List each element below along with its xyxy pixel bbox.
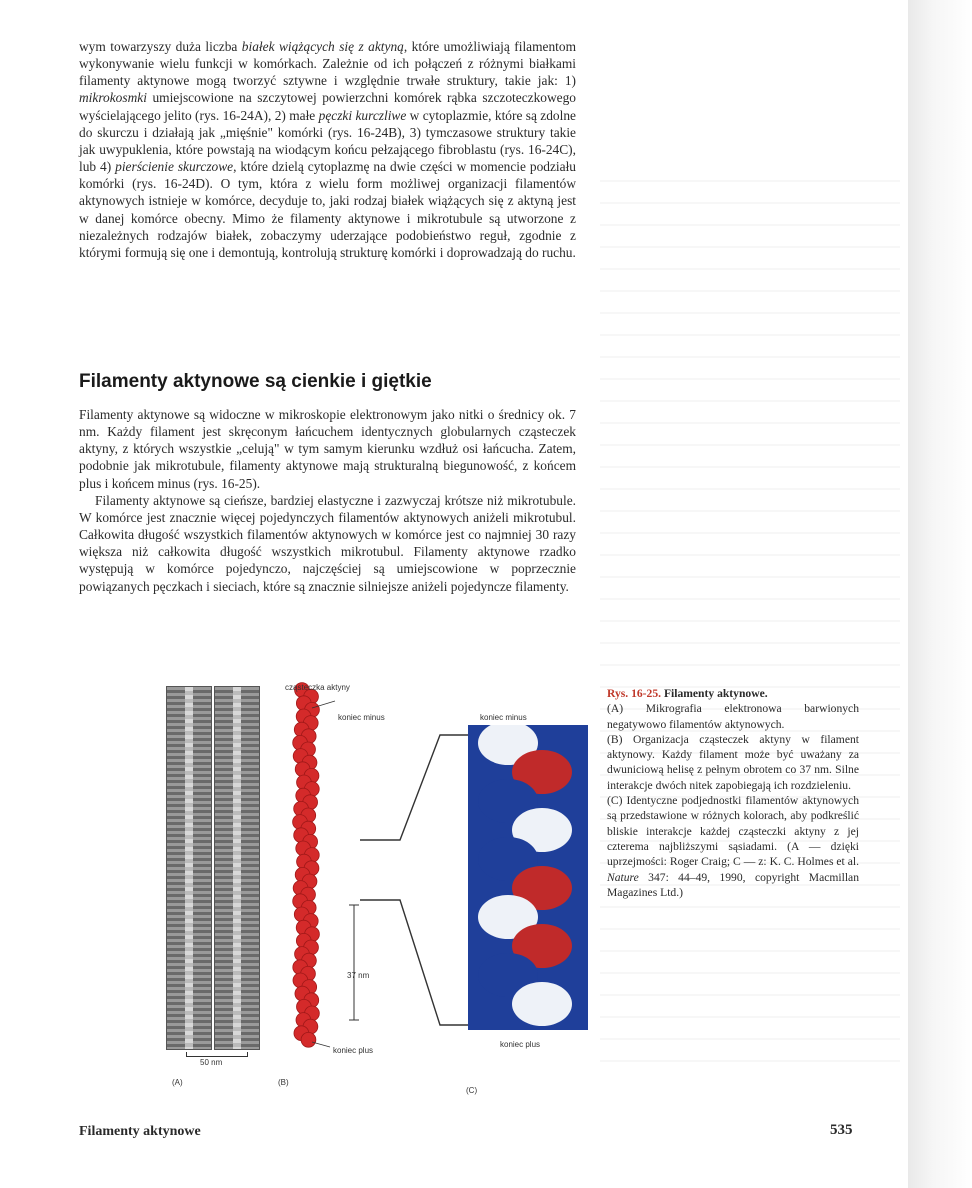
- intro-paragraph: wym towarzyszy duża liczba białek wiążących się z aktyną, które umożliwiają filamentom wykonywanie wielu funkcji w komórkach. Zależnie od ich połączeń z różnymi białkami filamenty aktynowe mogą tworzyć sztywne i względnie trwałe struktury, takie jak: 1) mikrokosmki umiejscowione na szczytowej powierzchni komórek rąbka szczoteczkowego wyścielającego jelito (rys. 16-24A), 2) małe pęczki kurczliwe w cytoplazmie, które są zdolne do skurczu i działają jak „mięśnie" komórki (rys. 16-24B), 3) tymczasowe struktury takie jak uwypuklenia, które powstają na wiodącym końcu pełzającego fibroblastu (rys. 16-24C), lub 4) pierścienie skurczowe, które dzielą cytoplazmę na dwie części w momencie podziału komórki (rys. 16-24D). O tym, która z wielu form możliwej organizacji filamentów aktynowych istnieje w komórce, decyduje to, jaki rodzaj białek wiążących się z aktyną jest w danej komórce obecny. Mimo że filamenty aktynowe i mikrotubule są utworzone z niezależnych rodzajów białek, zobaczymy uderzające podobieństwo reguł, zgodnie z którymi formują się one i demontują, kontrolują strukturę komórki i doprowadzają do ruchu.: [79, 39, 576, 260]
- repeat-length-label: 37 nm: [347, 971, 370, 980]
- body-paragraph-2: Filamenty aktynowe są cieńsze, bardziej elastyczne i zazwyczaj krótsze niż mikrotubule. W komórce jest znacznie więcej pojedynczych filamentów aktynowych aniżeli mikrotubul. Całkowita długość wszystkich filamentów aktynowych w komórce jest co najmniej 30 razy większa niż całkowita długość wszystkich mikrotubul. Filamenty aktynowe rzadko występują w komórce pojedynczo, najczęściej są umiejscowione w poprzecznie powiązanych pęczkach i sieciach, które są znacznie silniejsze aniżeli pojedyncze filamenty.: [79, 492, 576, 594]
- scale-bar-label: 50 nm: [200, 1058, 223, 1067]
- section-body: [79, 406, 576, 595]
- scale-bar: [186, 1052, 248, 1057]
- caption-part-b: (B) Organizacja cząsteczek aktyny w filament aktynowy. Każdy filament może być uważany za dwuniciową helisę z pełnym obrotem co 37 nm. Silne interakcje dwóch nitek zapobiegają ich rozdzieleniu.: [607, 732, 859, 792]
- actin-bead-chain: [293, 683, 320, 1048]
- plus-end-pointer-b: [312, 1042, 330, 1047]
- caption-title: Filamenty aktynowe.: [663, 687, 768, 700]
- figure-caption: [607, 686, 859, 900]
- section-heading: Filamenty aktynowe są cienkie i giętkie: [79, 371, 432, 392]
- page-gutter-shadow: [908, 0, 972, 1188]
- caption-figure-number: Rys. 16-25.: [607, 687, 662, 700]
- micrograph-strip-left: [166, 686, 212, 1050]
- minus-end-label-b: koniec minus: [338, 713, 385, 722]
- actin-subunit: [512, 982, 572, 1026]
- page-number: 535: [830, 1122, 853, 1138]
- caption-journal: Nature: [607, 870, 639, 884]
- bleed-through-text: [600, 180, 900, 1080]
- figure-a-micrograph: [166, 686, 260, 1068]
- intro-text-block: [79, 38, 576, 261]
- figure-label-c: (C): [466, 1086, 478, 1095]
- caption-citation: 347: 44–49, 1990, copyright Macmillan Magazines Ltd.): [607, 870, 859, 899]
- connector-top: [360, 735, 478, 840]
- connector-bottom: [360, 900, 478, 1025]
- minus-end-label-c: koniec minus: [480, 713, 527, 722]
- figure-label-b: (B): [278, 1078, 289, 1087]
- figure-label-a: (A): [172, 1078, 183, 1087]
- plus-end-label-c: koniec plus: [500, 1040, 541, 1049]
- figure-c-space-filling-model: [468, 725, 588, 1030]
- actin-bead: [301, 1032, 316, 1047]
- micrograph-strip-right: [214, 686, 260, 1050]
- body-paragraph-1: Filamenty aktynowe są widoczne w mikroskopie elektronowym jako nitki o średnicy ok. 7 nm. Każdy filament jest skręconym łańcuchem identycznych globularnych cząsteczek aktyny, z których wszystkie „celują" w tym samym kierunku wzdłuż osi łańcucha. Zatem, podobnie jak mikrotubule, filamenty aktynowe mają strukturalną biegunowość, z końcem plus i końcem minus (rys. 16-25).: [79, 407, 576, 491]
- plus-end-label-b: koniec plus: [333, 1046, 374, 1055]
- molecule-label: cząsteczka aktyny: [285, 683, 350, 692]
- running-footer-title: Filamenty aktynowe: [79, 1124, 201, 1139]
- caption-part-c: (C) Identyczne podjednostki filamentów aktynowych są przedstawione w różnych kolorach, aby podkreślić bliskie interakcje każdej cząsteczki aktyny z jej czterema najbliższymi sąsiadami. (A — dzięki uprzejmości: Roger Craig; C — z: K. C. Holmes et al.: [607, 794, 859, 869]
- caption-part-a: (A) Mikrografia elektronowa barwionych negatywowo filamentów aktynowych.: [607, 702, 859, 731]
